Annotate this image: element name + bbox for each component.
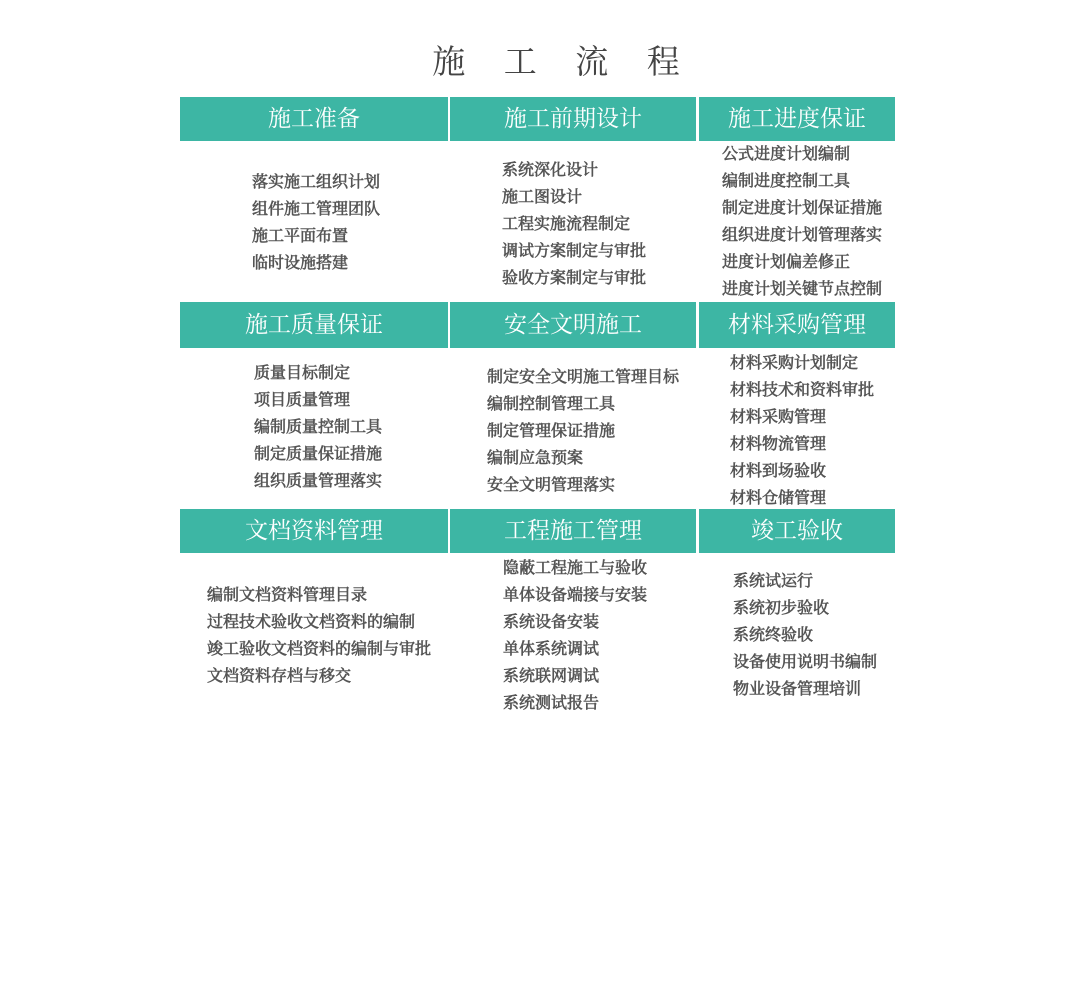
section-header-documents: 文档资料管理: [180, 509, 448, 553]
list-item: 安全文明管理落实: [487, 475, 616, 494]
section-list-schedule: [722, 140, 882, 302]
list-item: 进度计划偏差修正: [722, 252, 851, 271]
list-item: 调试方案制定与审批: [502, 241, 647, 260]
section-header-quality: 施工质量保证: [180, 302, 448, 348]
list-item: 组织质量管理落实: [254, 471, 383, 490]
section-list-procurement: [730, 349, 874, 511]
list-item: 材料采购管理: [730, 407, 827, 426]
list-item: 隐蔽工程施工与验收: [503, 558, 648, 577]
list-item: 系统深化设计: [502, 160, 599, 179]
list-item: 编制控制管理工具: [487, 394, 616, 413]
section-list-documents: [207, 581, 431, 689]
list-item: 编制质量控制工具: [254, 417, 383, 436]
section-header-construction: 工程施工管理: [450, 509, 696, 553]
list-item: 材料到场验收: [730, 461, 827, 480]
list-item: 材料物流管理: [730, 434, 827, 453]
section-list-construction: [503, 554, 647, 716]
section-header-procurement: 材料采购管理: [699, 302, 895, 348]
list-item: 过程技术验收文档资料的编制: [207, 612, 416, 631]
list-item: 制定进度计划保证措施: [722, 198, 883, 217]
list-item: 物业设备管理培训: [733, 679, 862, 698]
page-title: 施 工 流 程: [432, 42, 694, 81]
section-list-acceptance: [733, 567, 877, 702]
section-header-safety: 安全文明施工: [450, 302, 696, 348]
list-item: 质量目标制定: [254, 363, 351, 382]
list-item: 单体设备端接与安装: [503, 585, 648, 604]
list-item: 制定安全文明施工管理目标: [487, 367, 680, 386]
list-item: 系统联网调试: [503, 666, 600, 685]
list-item: 验收方案制定与审批: [502, 268, 647, 287]
list-item: 临时设施搭建: [252, 253, 349, 272]
list-item: 编制应急预案: [487, 448, 584, 467]
section-header-schedule: 施工进度保证: [699, 97, 895, 141]
section-header-preparation: 施工准备: [180, 97, 448, 141]
section-list-early-design: [502, 156, 646, 291]
list-item: 施工平面布置: [252, 226, 349, 245]
list-item: 项目质量管理: [254, 390, 351, 409]
section-list-quality: [254, 359, 382, 494]
section-header-early-design: 施工前期设计: [450, 97, 696, 141]
list-item: 材料仓储管理: [730, 488, 827, 507]
list-item: 组织进度计划管理落实: [722, 225, 883, 244]
section-header-acceptance: 竣工验收: [699, 509, 895, 553]
list-item: 施工图设计: [502, 187, 583, 206]
list-item: 编制文档资料管理目录: [207, 585, 368, 604]
list-item: 系统初步验收: [733, 598, 830, 617]
list-item: 系统试运行: [733, 571, 814, 590]
list-item: 竣工验收文档资料的编制与审批: [207, 639, 432, 658]
list-item: 编制进度控制工具: [722, 171, 851, 190]
list-item: 系统终验收: [733, 625, 814, 644]
list-item: 组件施工管理团队: [252, 199, 381, 218]
list-item: 工程实施流程制定: [502, 214, 631, 233]
section-list-safety: [487, 363, 679, 498]
list-item: 材料采购计划制定: [730, 353, 859, 372]
list-item: 系统设备安装: [503, 612, 600, 631]
list-item: 进度计划关键节点控制: [722, 279, 883, 298]
list-item: 文档资料存档与移交: [207, 666, 352, 685]
section-list-preparation: [252, 168, 380, 276]
list-item: 系统测试报告: [503, 693, 600, 712]
list-item: 设备使用说明书编制: [733, 652, 878, 671]
list-item: 公式进度计划编制: [722, 144, 851, 163]
list-item: 制定管理保证措施: [487, 421, 616, 440]
list-item: 单体系统调试: [503, 639, 600, 658]
list-item: 落实施工组织计划: [252, 172, 381, 191]
list-item: 制定质量保证措施: [254, 444, 383, 463]
list-item: 材料技术和资料审批: [730, 380, 875, 399]
